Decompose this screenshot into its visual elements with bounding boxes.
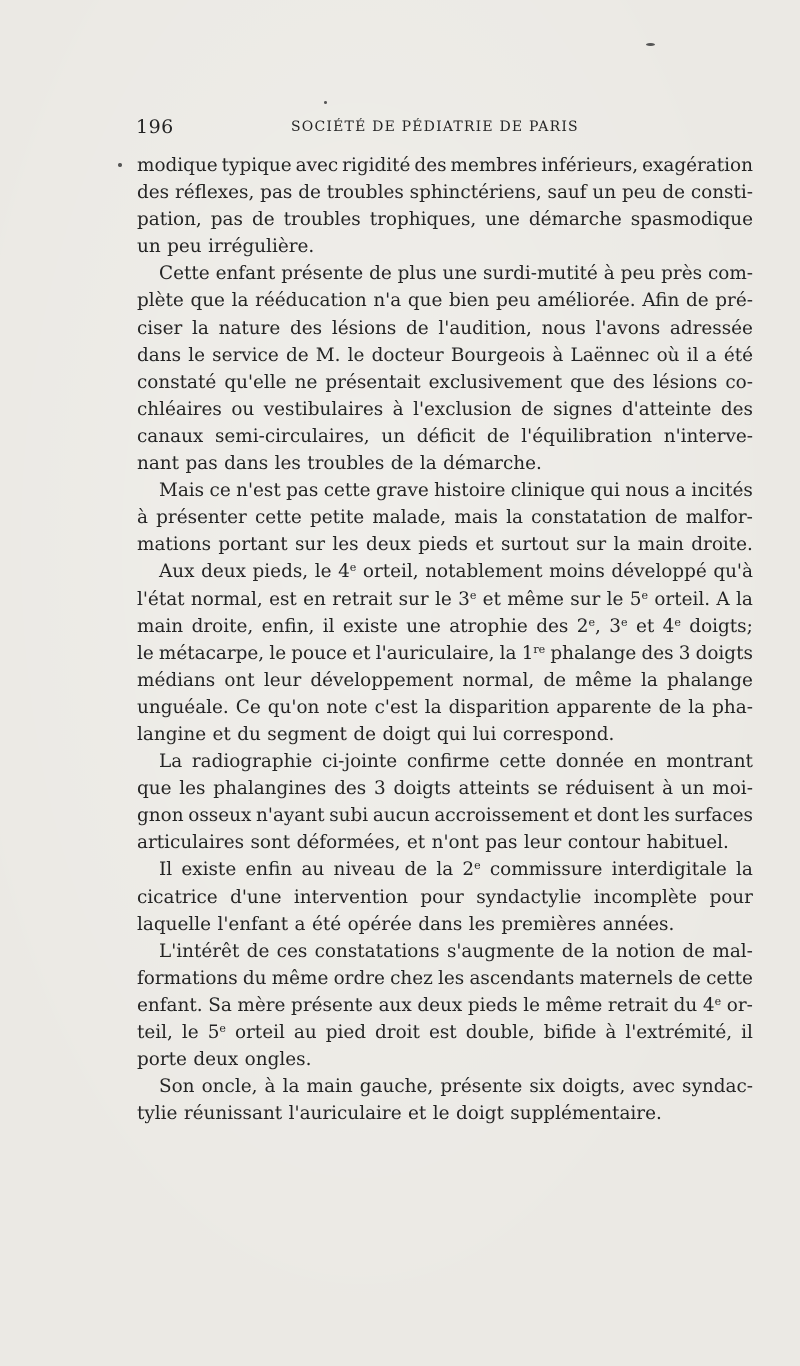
text-line: constaté qu'elle ne présentait exclusivement que des lésions co- bbox=[137, 371, 753, 393]
page-header bbox=[136, 116, 656, 140]
text-line: porte deux ongles. bbox=[137, 1049, 312, 1071]
page-number: 196 bbox=[136, 116, 174, 138]
text-line: enfant. Sa mère présente aux deux pieds le même retrait du 4e or- bbox=[137, 994, 753, 1016]
text-line: laquelle l'enfant a été opérée dans les premières années. bbox=[137, 913, 675, 935]
text-line: l'état normal, est en retrait sur le 3e et même sur le 5e orteil. A la bbox=[137, 588, 753, 610]
text-line: tylie réunissant l'auriculaire et le doigt supplémentaire. bbox=[137, 1103, 662, 1125]
text-line: canaux semi-circulaires, un déficit de l'équilibration n'interve- bbox=[137, 425, 753, 447]
ink-speck bbox=[324, 101, 327, 104]
text-line: plète que la rééducation n'a que bien peu améliorée. Afin de pré- bbox=[137, 290, 753, 312]
text-line: Son oncle, à la main gauche, présente six doigts, avec syndac- bbox=[159, 1076, 753, 1098]
text-line: Aux deux pieds, le 4e orteil, notablement moins développé qu'à bbox=[159, 561, 753, 583]
text-line: un peu irrégulière. bbox=[137, 236, 315, 258]
text-line: main droite, enfin, il existe une atrophie des 2e, 3e et 4e doigts; bbox=[137, 615, 753, 637]
text-line: Cette enfant présente de plus une surdi-mutité à peu près com- bbox=[159, 263, 753, 285]
text-line: des réflexes, pas de troubles sphinctériens, sauf un peu de consti- bbox=[137, 182, 753, 204]
text-line: gnon osseux n'ayant subi aucun accroissement et dont les surfaces bbox=[137, 805, 753, 827]
text-line: ciser la nature des lésions de l'audition, nous l'avons adressée bbox=[137, 317, 753, 339]
text-line: Il existe enfin au niveau de la 2e commissure interdigitale la bbox=[159, 859, 753, 881]
text-line: formations du même ordre chez les ascendants maternels de cette bbox=[137, 967, 753, 989]
text-line: le métacarpe, le pouce et l'auriculaire, la 1re phalange des 3 doigts bbox=[137, 642, 753, 664]
text-line: Mais ce n'est pas cette grave histoire clinique qui nous a incités bbox=[159, 480, 753, 502]
ink-speck bbox=[118, 163, 122, 167]
text-line: La radiographie ci-jointe confirme cette donnée en montrant bbox=[159, 751, 753, 773]
body-text bbox=[137, 152, 753, 1127]
text-line: langine et du segment de doigt qui lui correspond. bbox=[137, 723, 615, 745]
text-line: unguéale. Ce qu'on note c'est la disparition apparente de la pha- bbox=[137, 696, 753, 718]
text-line: pation, pas de troubles trophiques, une démarche spasmodique bbox=[137, 209, 753, 231]
text-line: médians ont leur développement normal, de même la phalange bbox=[137, 669, 753, 691]
ink-speck bbox=[646, 43, 655, 46]
text-line: que les phalangines des 3 doigts atteints se réduisent à un moi- bbox=[137, 778, 753, 800]
text-line: nant pas dans les troubles de la démarche. bbox=[137, 453, 542, 475]
text-line: à présenter cette petite malade, mais la constatation de malfor- bbox=[137, 507, 753, 529]
text-line: articulaires sont déformées, et n'ont pas leur contour habituel. bbox=[137, 832, 729, 854]
text-line: L'intérêt de ces constatations s'augmente de la notion de mal- bbox=[159, 940, 753, 962]
text-line: teil, le 5e orteil au pied droit est double, bifide à l'extrémité, il bbox=[137, 1021, 753, 1043]
text-line: modique typique avec rigidité des membres inférieurs, exagération bbox=[137, 155, 753, 176]
running-head: SOCIÉTÉ DE PÉDIATRIE DE PARIS bbox=[291, 119, 579, 135]
text-line: dans le service de M. le docteur Bourgeois à Laënnec où il a été bbox=[137, 344, 753, 366]
text-line: mations portant sur les deux pieds et surtout sur la main droite. bbox=[137, 534, 753, 556]
text-line: chléaires ou vestibulaires à l'exclusion de signes d'atteinte des bbox=[137, 398, 753, 420]
text-line: cicatrice d'une intervention pour syndactylie incomplète pour bbox=[137, 886, 753, 908]
